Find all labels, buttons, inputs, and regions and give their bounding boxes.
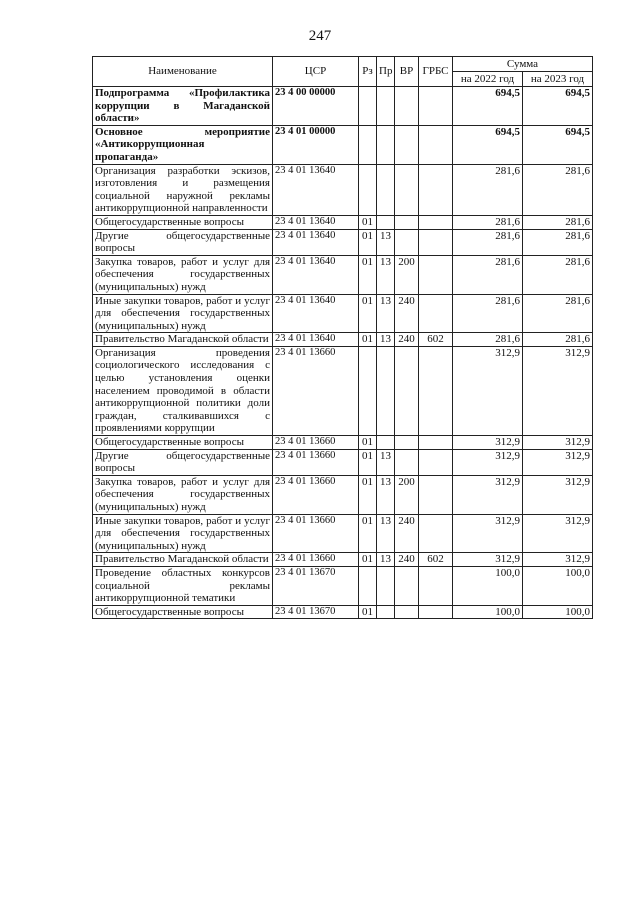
row-pr xyxy=(377,566,395,605)
table-row xyxy=(93,255,593,294)
row-sum-2022: 312,9 xyxy=(453,475,523,514)
header-vr: ВР xyxy=(395,57,419,87)
row-pr xyxy=(377,215,395,229)
row-vr xyxy=(395,566,419,605)
row-sum-2023: 312,9 xyxy=(523,475,593,514)
table-row xyxy=(93,215,593,229)
row-grbs xyxy=(419,294,453,333)
table-row xyxy=(93,566,593,605)
table-row xyxy=(93,436,593,450)
table-row xyxy=(93,346,593,435)
row-csr: 23 4 01 13660 xyxy=(273,436,359,450)
row-name: Общегосударственные вопросы xyxy=(93,436,273,450)
row-name: Другие общегосударственные вопросы xyxy=(93,449,273,475)
row-pr xyxy=(377,125,395,164)
row-pr: 13 xyxy=(377,229,395,255)
row-rz: 01 xyxy=(359,255,377,294)
table-row xyxy=(93,475,593,514)
row-sum-2023: 281,6 xyxy=(523,229,593,255)
row-sum-2023: 312,9 xyxy=(523,436,593,450)
row-sum-2022: 281,6 xyxy=(453,164,523,215)
row-sum-2023: 312,9 xyxy=(523,553,593,567)
row-sum-2022: 281,6 xyxy=(453,255,523,294)
row-rz xyxy=(359,346,377,435)
row-csr: 23 4 00 00000 xyxy=(273,87,359,126)
row-sum-2022: 312,9 xyxy=(453,436,523,450)
row-sum-2023: 694,5 xyxy=(523,125,593,164)
row-name: Общегосударственные вопросы xyxy=(93,605,273,619)
row-sum-2022: 281,6 xyxy=(453,294,523,333)
row-grbs xyxy=(419,605,453,619)
row-pr xyxy=(377,87,395,126)
row-name: Правительство Магаданской области xyxy=(93,553,273,567)
row-vr: 200 xyxy=(395,255,419,294)
row-grbs xyxy=(419,475,453,514)
row-sum-2023: 694,5 xyxy=(523,87,593,126)
row-vr xyxy=(395,346,419,435)
row-vr: 240 xyxy=(395,514,419,553)
row-name: Основное мероприятие «Антикоррупционная пропаганда» xyxy=(93,125,273,164)
row-rz xyxy=(359,566,377,605)
row-sum-2023: 281,6 xyxy=(523,164,593,215)
header-year-2023: на 2023 год xyxy=(523,72,593,87)
row-vr xyxy=(395,436,419,450)
row-sum-2023: 281,6 xyxy=(523,215,593,229)
row-sum-2023: 312,9 xyxy=(523,346,593,435)
row-rz: 01 xyxy=(359,449,377,475)
row-pr xyxy=(377,164,395,215)
row-vr xyxy=(395,215,419,229)
header-sum: Сумма xyxy=(453,57,593,72)
table-row xyxy=(93,514,593,553)
row-sum-2022: 281,6 xyxy=(453,229,523,255)
row-sum-2022: 312,9 xyxy=(453,449,523,475)
table-row xyxy=(93,605,593,619)
row-grbs xyxy=(419,346,453,435)
row-rz: 01 xyxy=(359,294,377,333)
row-sum-2022: 312,9 xyxy=(453,553,523,567)
row-csr: 23 4 01 13660 xyxy=(273,475,359,514)
budget-table xyxy=(92,56,593,619)
row-csr: 23 4 01 13670 xyxy=(273,566,359,605)
row-grbs xyxy=(419,514,453,553)
row-csr: 23 4 01 13640 xyxy=(273,229,359,255)
row-csr: 23 4 01 13660 xyxy=(273,553,359,567)
row-vr xyxy=(395,229,419,255)
table-row xyxy=(93,164,593,215)
row-sum-2022: 100,0 xyxy=(453,566,523,605)
row-name: Организация разработки эскизов, изготовления и размещения социальной наружной рекламы антикоррупционной направленности xyxy=(93,164,273,215)
row-pr: 13 xyxy=(377,553,395,567)
row-csr: 23 4 01 13640 xyxy=(273,215,359,229)
row-rz xyxy=(359,87,377,126)
row-grbs xyxy=(419,87,453,126)
row-sum-2023: 281,6 xyxy=(523,333,593,347)
row-pr: 13 xyxy=(377,475,395,514)
table-row xyxy=(93,125,593,164)
header-year-2022: на 2022 год xyxy=(453,72,523,87)
row-vr xyxy=(395,164,419,215)
table-row xyxy=(93,449,593,475)
row-vr xyxy=(395,125,419,164)
row-sum-2022: 694,5 xyxy=(453,87,523,126)
row-rz: 01 xyxy=(359,514,377,553)
row-grbs xyxy=(419,125,453,164)
row-pr: 13 xyxy=(377,294,395,333)
header-pr: Пр xyxy=(377,57,395,87)
row-name: Закупка товаров, работ и услуг для обеспечения государственных (муниципальных) нужд xyxy=(93,255,273,294)
row-name: Организация проведения социологического исследования с целью установления оценки населением проводимой в области антикоррупционной политики доли граждан, сталкивавшихся с проявлениями коррупции xyxy=(93,346,273,435)
row-pr: 13 xyxy=(377,255,395,294)
row-vr: 200 xyxy=(395,475,419,514)
row-rz xyxy=(359,164,377,215)
row-vr xyxy=(395,87,419,126)
row-csr: 23 4 01 13660 xyxy=(273,514,359,553)
row-pr xyxy=(377,605,395,619)
row-csr: 23 4 01 13660 xyxy=(273,449,359,475)
row-name: Проведение областных конкурсов социальной рекламы антикоррупционной тематики xyxy=(93,566,273,605)
row-name: Правительство Магаданской области xyxy=(93,333,273,347)
table-row xyxy=(93,229,593,255)
row-sum-2022: 100,0 xyxy=(453,605,523,619)
row-pr: 13 xyxy=(377,333,395,347)
row-sum-2023: 312,9 xyxy=(523,514,593,553)
row-csr: 23 4 01 13640 xyxy=(273,294,359,333)
row-rz: 01 xyxy=(359,475,377,514)
row-sum-2022: 312,9 xyxy=(453,346,523,435)
row-sum-2022: 281,6 xyxy=(453,215,523,229)
row-vr: 240 xyxy=(395,333,419,347)
table-body xyxy=(93,87,593,619)
row-rz: 01 xyxy=(359,333,377,347)
row-grbs: 602 xyxy=(419,553,453,567)
row-grbs xyxy=(419,255,453,294)
row-pr: 13 xyxy=(377,514,395,553)
table-row xyxy=(93,333,593,347)
row-name: Другие общегосударственные вопросы xyxy=(93,229,273,255)
header-name: Наименование xyxy=(93,57,273,87)
row-sum-2023: 100,0 xyxy=(523,605,593,619)
header-rz: Рз xyxy=(359,57,377,87)
row-sum-2023: 312,9 xyxy=(523,449,593,475)
row-vr: 240 xyxy=(395,553,419,567)
row-sum-2022: 312,9 xyxy=(453,514,523,553)
header-grbs: ГРБС xyxy=(419,57,453,87)
row-pr xyxy=(377,346,395,435)
row-sum-2023: 281,6 xyxy=(523,255,593,294)
row-csr: 23 4 01 13640 xyxy=(273,164,359,215)
row-vr: 240 xyxy=(395,294,419,333)
row-rz: 01 xyxy=(359,605,377,619)
row-name: Закупка товаров, работ и услуг для обеспечения государственных (муниципальных) нужд xyxy=(93,475,273,514)
row-grbs xyxy=(419,449,453,475)
row-grbs xyxy=(419,229,453,255)
row-grbs xyxy=(419,215,453,229)
row-vr xyxy=(395,449,419,475)
row-sum-2023: 281,6 xyxy=(523,294,593,333)
row-sum-2022: 281,6 xyxy=(453,333,523,347)
row-rz: 01 xyxy=(359,229,377,255)
page-number: 247 xyxy=(308,28,332,44)
row-grbs xyxy=(419,164,453,215)
row-grbs: 602 xyxy=(419,333,453,347)
row-pr: 13 xyxy=(377,449,395,475)
row-sum-2023: 100,0 xyxy=(523,566,593,605)
row-rz: 01 xyxy=(359,553,377,567)
row-csr: 23 4 01 13670 xyxy=(273,605,359,619)
row-name: Общегосударственные вопросы xyxy=(93,215,273,229)
row-vr xyxy=(395,605,419,619)
row-name: Иные закупки товаров, работ и услуг для обеспечения государственных (муниципальных) нужд xyxy=(93,294,273,333)
row-name: Подпрограмма «Профилактика коррупции в Магаданской области» xyxy=(93,87,273,126)
row-name: Иные закупки товаров, работ и услуг для обеспечения государственных (муниципальных) нужд xyxy=(93,514,273,553)
header-csr: ЦСР xyxy=(273,57,359,87)
row-rz: 01 xyxy=(359,436,377,450)
table-row xyxy=(93,87,593,126)
row-grbs xyxy=(419,436,453,450)
row-sum-2022: 694,5 xyxy=(453,125,523,164)
row-pr xyxy=(377,436,395,450)
row-csr: 23 4 01 13640 xyxy=(273,333,359,347)
row-csr: 23 4 01 13640 xyxy=(273,255,359,294)
row-csr: 23 4 01 13660 xyxy=(273,346,359,435)
table-row xyxy=(93,553,593,567)
row-grbs xyxy=(419,566,453,605)
table-row xyxy=(93,294,593,333)
row-rz xyxy=(359,125,377,164)
row-csr: 23 4 01 00000 xyxy=(273,125,359,164)
row-rz: 01 xyxy=(359,215,377,229)
